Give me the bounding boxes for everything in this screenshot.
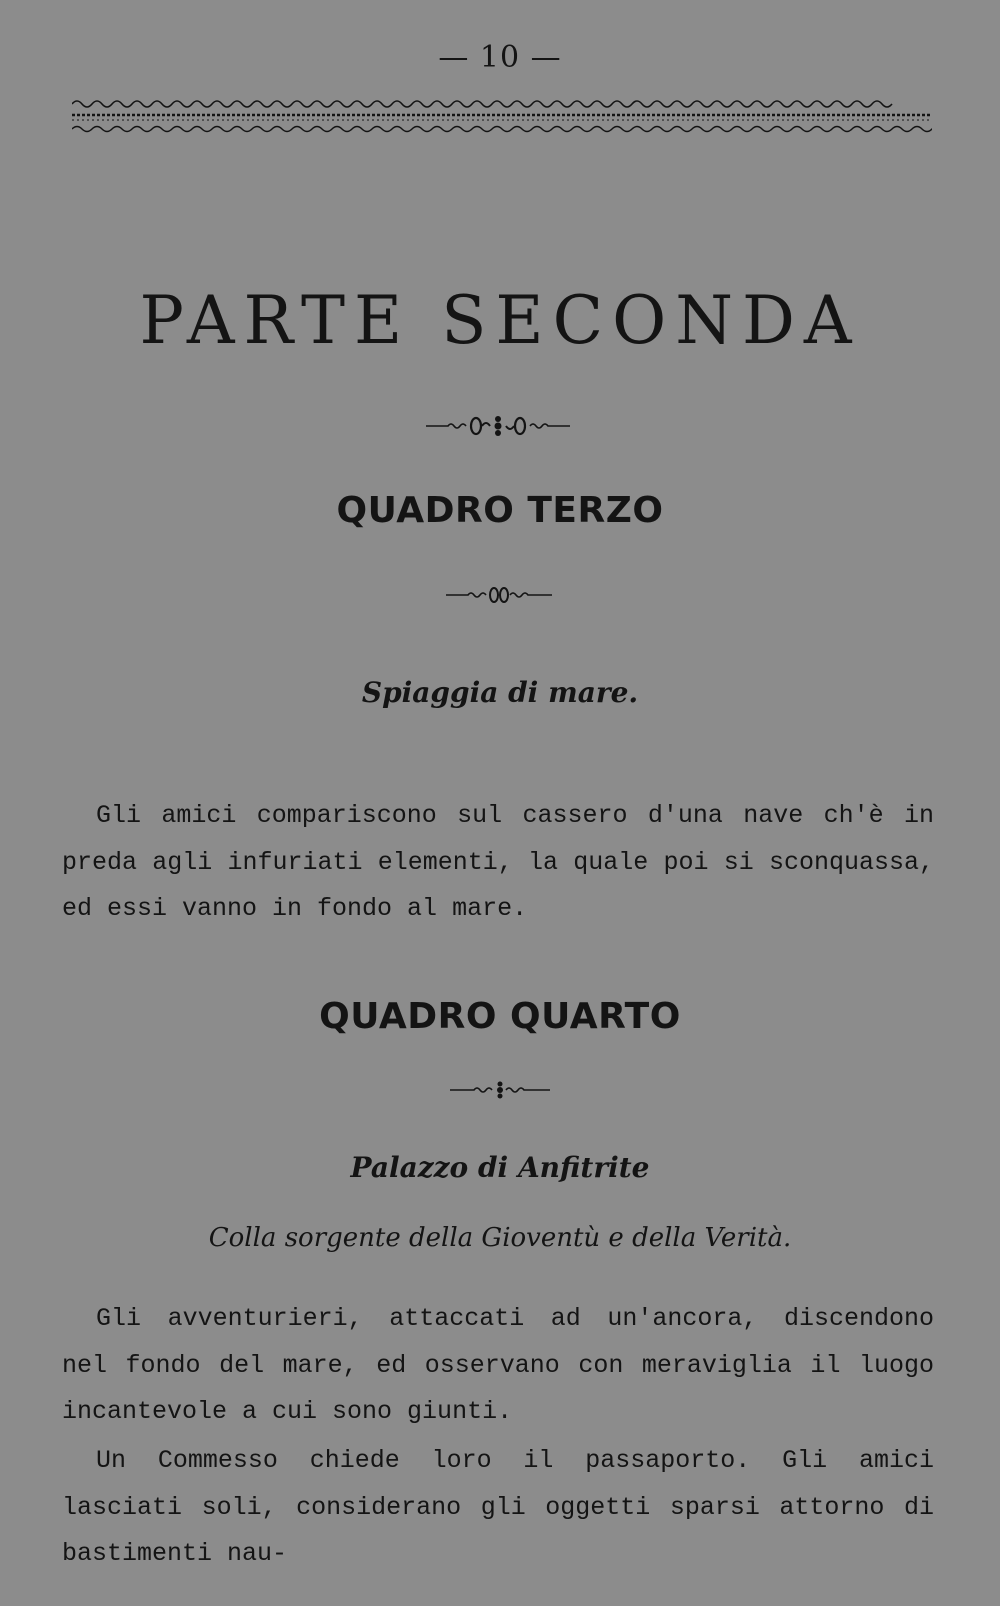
small-ornament — [444, 584, 554, 606]
page-number: — 10 — — [438, 40, 562, 75]
subsetting-sorgente: Colla sorgente della Gioventù e della Verità. — [208, 1223, 792, 1253]
paragraph-quadro-terzo: Gli amici compariscono sul cassero d'una nave ch'è in preda agli infuriati elementi, la quale poi si sconquassa, ed essi vanno in fondo al mare. — [62, 801, 934, 923]
paragraph-quadro-quarto-1: Gli avventurieri, attaccati ad un'ancora, discendono nel fondo del mare, ed osservano con meraviglia il luogo incantevole a cui sono giunti. — [62, 1304, 934, 1426]
section-heading-quadro-terzo: QUADRO TERZO — [336, 490, 664, 531]
fleuron-ornament — [424, 412, 572, 440]
setting-palazzo-anfitrite: Palazzo di Anfitrite — [350, 1151, 650, 1184]
paragraph-quadro-quarto-2: Un Commesso chiede loro il passaporto. Gli amici lasciati soli, considerano gli oggetti sparsi attorno di bastimenti nau- — [62, 1446, 934, 1568]
part-title: PARTE SECONDA — [139, 282, 861, 359]
decorative-wavy-rule — [72, 98, 932, 138]
small-ornament — [448, 1078, 552, 1100]
section-heading-quadro-quarto: QUADRO QUARTO — [319, 996, 681, 1037]
setting-spiaggia: Spiaggia di mare. — [361, 676, 639, 709]
